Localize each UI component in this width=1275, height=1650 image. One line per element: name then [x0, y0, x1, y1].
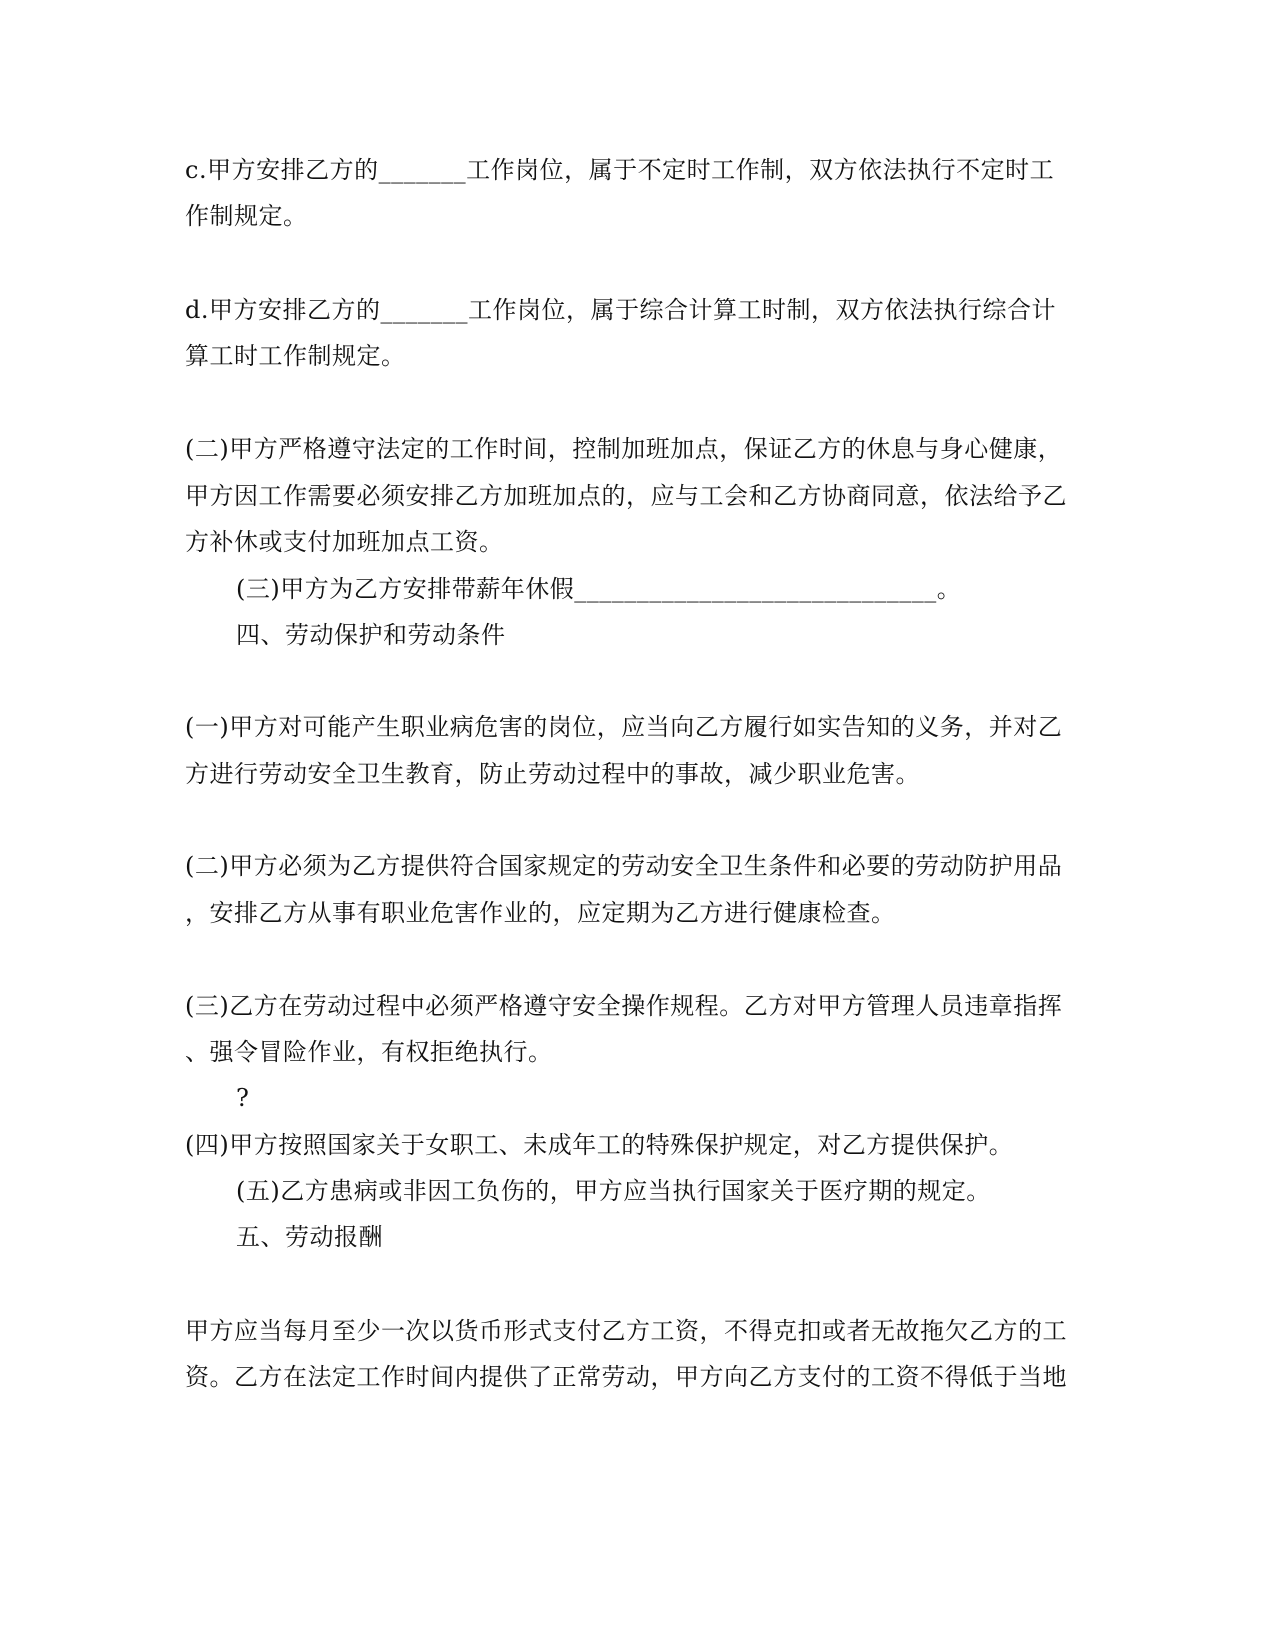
text-line: 方进行劳动安全卫生教育，防止劳动过程中的事故，减少职业危害。: [185, 760, 920, 788]
text-line: (二)甲方严格遵守法定的工作时间，控制加班加点，保证乙方的休息与身心健康，: [185, 435, 1063, 463]
text-line: 方补休或支付加班加点工资。: [185, 528, 504, 556]
text-line: (四)甲方按照国家关于女职工、未成年工的特殊保护规定，对乙方提供保护。: [185, 1131, 1014, 1159]
text-line: (五)乙方患病或非因工负伤的，甲方应当执行国家关于医疗期的规定。: [236, 1177, 991, 1205]
text-line: d.甲方安排乙方的_______工作岗位，属于综合计算工时制，双方依法执行综合计: [185, 296, 1056, 324]
section-heading: 四、劳动保护和劳动条件: [236, 621, 506, 649]
text-line: (三)乙方在劳动过程中必须严格遵守安全操作规程。乙方对甲方管理人员违章指挥: [185, 992, 1063, 1020]
text-line: 甲方应当每月至少一次以货币形式支付乙方工资，不得克扣或者无故拖欠乙方的工: [185, 1317, 1067, 1345]
text-line: (三)甲方为乙方安排带薪年休假_____________________________。: [236, 575, 962, 603]
text-line: c.甲方安排乙方的_______工作岗位，属于不定时工作制，双方依法执行不定时工: [185, 156, 1055, 184]
text-line: 资。乙方在法定工作时间内提供了正常劳动，甲方向乙方支付的工资不得低于当地: [185, 1363, 1067, 1391]
text-line: (二)甲方必须为乙方提供符合国家规定的劳动安全卫生条件和必要的劳动防护用品: [185, 852, 1063, 880]
text-line: (一)甲方对可能产生职业病危害的岗位，应当向乙方履行如实告知的义务，并对乙: [185, 713, 1063, 741]
text-line: 作制规定。: [185, 202, 308, 230]
text-line: ，安排乙方从事有职业危害作业的，应定期为乙方进行健康检查。: [185, 899, 896, 927]
text-line: 算工时工作制规定。: [185, 342, 406, 370]
text-line: 、强令冒险作业，有权拒绝执行。: [185, 1038, 553, 1066]
text-line: ?: [236, 1084, 250, 1112]
text-line: 甲方因工作需要必须安排乙方加班加点的，应与工会和乙方协商同意，依法给予乙: [185, 482, 1067, 510]
section-heading: 五、劳动报酬: [236, 1223, 383, 1251]
